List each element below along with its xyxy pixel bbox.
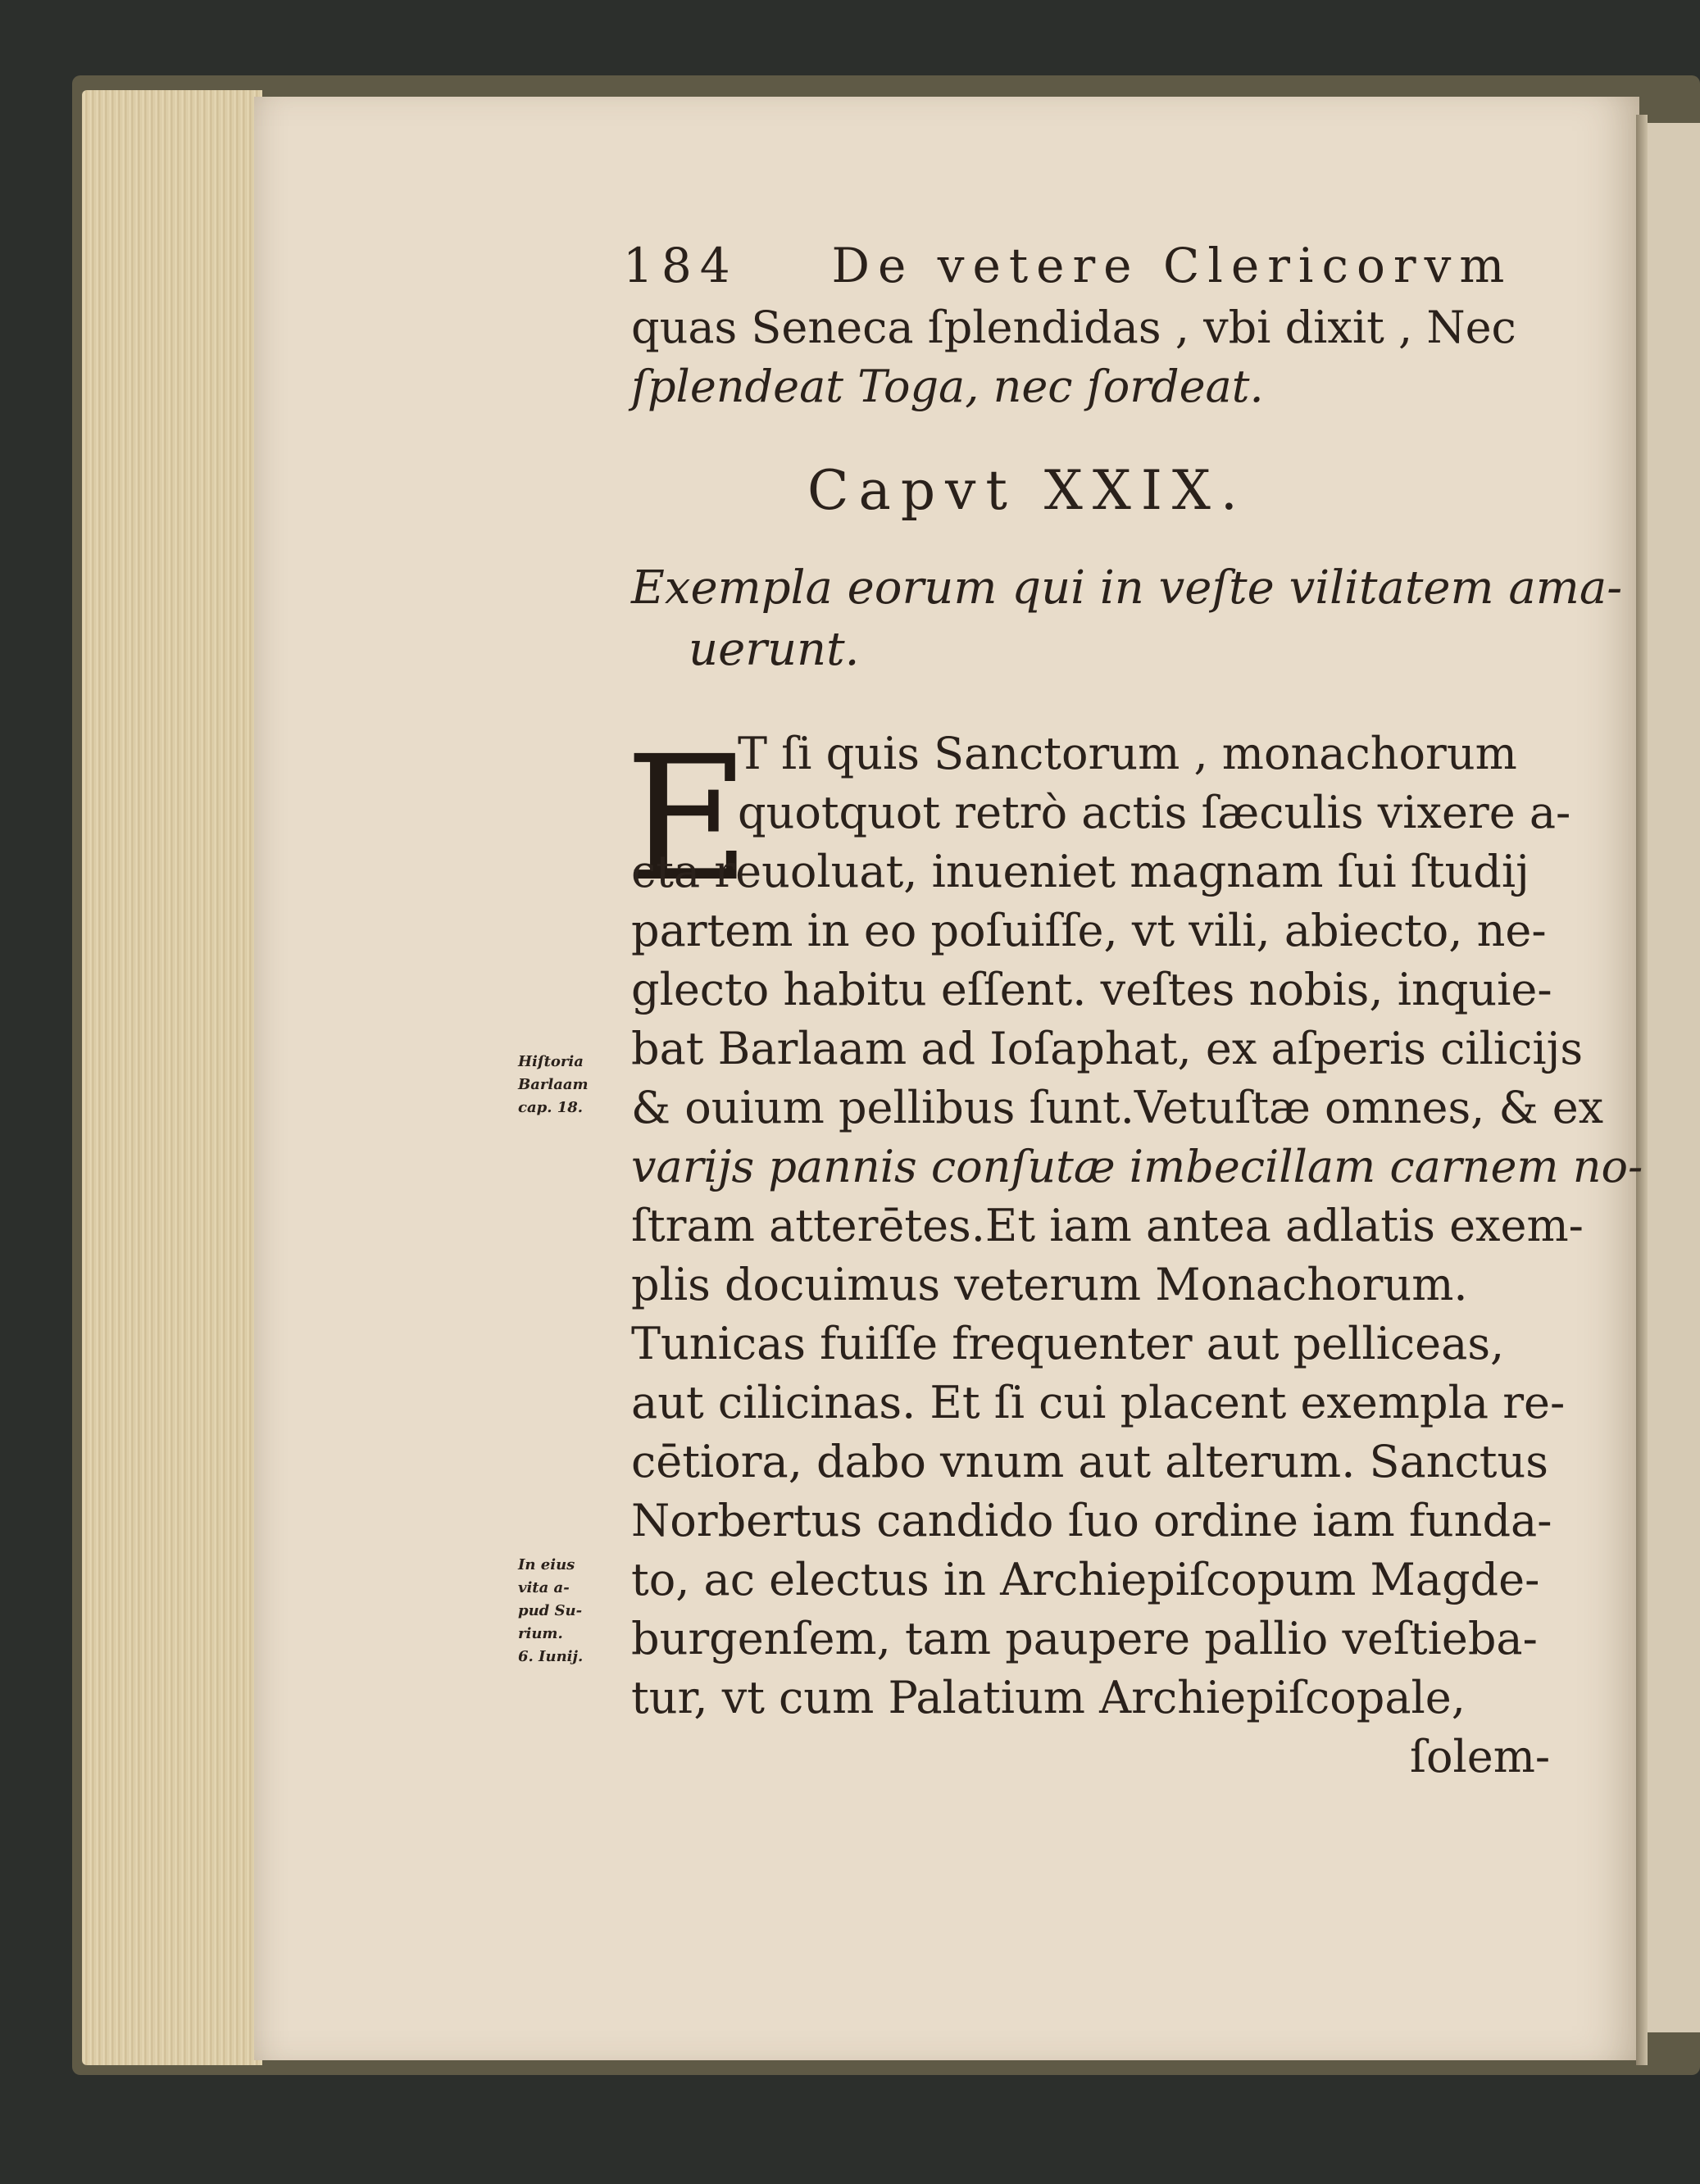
facing-page-edge [1639, 123, 1700, 2032]
margin-note-line: Hiſtoria [518, 1053, 584, 1070]
margin-note-2 [518, 1554, 616, 1669]
page-number: 184 [623, 238, 739, 293]
body-line-3: cta reuoluat, inueniet magnam ſui ſtudij [631, 846, 1530, 897]
margin-note-line: rium. [518, 1625, 563, 1642]
body-line-16: burgenſem, tam paupere pallio veſtieba- [631, 1613, 1538, 1664]
body-line-15: to, ac electus in Archiepiſcopum Magde- [631, 1554, 1540, 1605]
running-title: De vetere Clericorvm [831, 238, 1513, 293]
body-line-14: Norbertus candido ſuo ordine iam funda- [631, 1495, 1552, 1546]
drop-cap: E [625, 719, 751, 919]
margin-note-1 [518, 1051, 616, 1119]
body-line-5: glecto habitu eſſent. veſtes nobis, inquie- [631, 964, 1552, 1015]
margin-note-line: vita a- [518, 1579, 570, 1596]
body-line-18: ſolem- [1410, 1731, 1551, 1782]
margin-note-line: pud Su- [518, 1602, 583, 1619]
intro-line-1: quas Seneca ſplendidas , vbi dixit , Nec [631, 302, 1516, 353]
chapter-heading: Capvt XXIX. [807, 459, 1248, 522]
margin-note-line: In eius [518, 1556, 575, 1573]
body-line-8: varijs pannis conſutæ imbecillam carnem no- [631, 1141, 1643, 1192]
margin-note-line: Barlaam [518, 1076, 589, 1093]
body-line-12: aut cilicinas. Et ſi cui placent exempla re- [631, 1377, 1566, 1428]
body-line-17: tur, vt cum Palatium Archiepiſcopale, [631, 1672, 1466, 1723]
body-line-4: partem in eo poſuiſſe, vt vili, abiecto, ne- [631, 905, 1547, 956]
intro-line-2: ſplendeat Toga, nec ſordeat. [631, 361, 1264, 412]
body-line-13: cētiora, dabo vnum aut alterum. Sanctus [631, 1436, 1548, 1487]
body-line-7: & ouium pellibus ſunt.Vetuſtæ omnes, & ex [631, 1082, 1604, 1133]
gutter [1636, 115, 1648, 2065]
body-line-1: T ſi quis Sanctorum , monachorum [738, 728, 1517, 779]
running-head [623, 238, 1512, 293]
body-line-6: bat Barlaam ad Ioſaphat, ex aſperis cilicijs [631, 1023, 1584, 1074]
chapter-summary-line-1: Exempla eorum qui in veſte vilitatem ama- [631, 561, 1623, 615]
body-line-2: quotquot retrò actis ſæculis vixere a- [738, 787, 1571, 838]
margin-note-line: cap. 18. [518, 1099, 584, 1116]
chapter-summary-line-2: uerunt. [689, 623, 860, 676]
body-line-9: ſtram atterētes.Et iam antea adlatis exem- [631, 1200, 1584, 1251]
margin-note-line: 6. Iunij. [518, 1648, 584, 1665]
page-edge [82, 90, 262, 2065]
body-line-10: plis docuimus veterum Monachorum. [631, 1259, 1468, 1310]
body-line-11: Tunicas fuiſſe frequenter aut pelliceas, [631, 1318, 1505, 1369]
